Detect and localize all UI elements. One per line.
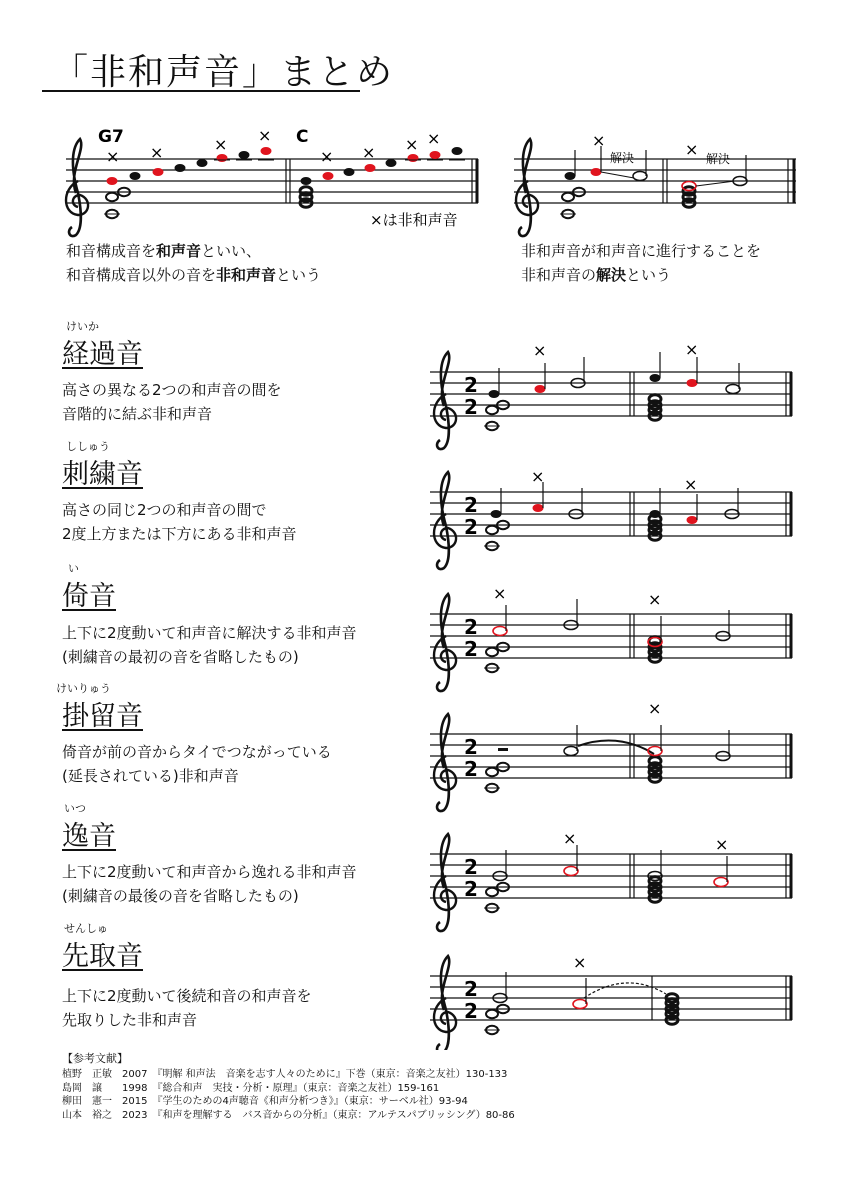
reference-item: 島岡 譲 1998 『総合和声 実技・分析・原理』（東京：音楽之友社）159-161 [62, 1082, 440, 1094]
non-chord-mark: × [592, 131, 606, 150]
svg-text:2: 2 [464, 515, 478, 539]
section-title-escape-tone: 逸音 [62, 821, 116, 852]
section-ruby: いつ [64, 802, 86, 815]
example-escape-tone [430, 829, 792, 931]
example-appoggiatura [430, 584, 792, 691]
svg-text:×: × [563, 829, 577, 848]
svg-text:×: × [715, 835, 729, 854]
svg-text:×: × [531, 467, 545, 486]
svg-text:×: × [573, 953, 587, 972]
intro-right-text: 非和声音が和声音に進行することを 非和声音の解決という [521, 242, 762, 284]
svg-text:×: × [405, 135, 419, 154]
example-passing-tone [430, 340, 792, 449]
svg-text:×: × [320, 147, 334, 166]
section-title-appoggiatura: 倚音 [62, 581, 116, 612]
svg-text:×: × [258, 126, 272, 145]
reference-item: 植野 正敏 2007 『明解 和声法 音楽を志す人々のために』下巻（東京：音楽之友社）130-133 [62, 1069, 508, 1080]
section-music-examples [0, 320, 849, 1050]
example-neighbor-tone [430, 467, 792, 569]
section-ruby: せんしゅ [64, 922, 108, 935]
section-desc: 高さの同じ2つの和声音の間で 2度上方または下方にある非和声音 [62, 501, 297, 543]
svg-text:2: 2 [464, 855, 478, 879]
resolution-label: 解決 [610, 151, 635, 165]
legend-text: ×は非和声音 [370, 211, 458, 229]
svg-text:2: 2 [464, 637, 478, 661]
section-ruby: い [68, 562, 79, 575]
svg-text:2: 2 [464, 999, 478, 1023]
intro-left-text: 和音構成音を和声音といい、 和音構成音以外の音を非和声音という [66, 242, 322, 284]
chord-label-g7: G7 [98, 127, 124, 147]
svg-text:×: × [493, 584, 507, 603]
svg-text:×: × [214, 135, 228, 154]
example-suspension [430, 699, 792, 811]
non-chord-mark: × [685, 140, 699, 159]
svg-text:2: 2 [464, 493, 478, 517]
treble-clef-icon [516, 139, 538, 236]
svg-text:2: 2 [464, 615, 478, 639]
svg-text:2: 2 [464, 757, 478, 781]
example-anticipation [430, 953, 792, 1050]
references-heading: 【参考文献】 [62, 1052, 128, 1065]
svg-text:×: × [648, 590, 662, 609]
section-desc: 上下に2度動いて和声音から逸れる非和声音 (刺繍音の最後の音を省略したもの) [62, 863, 357, 905]
intro-staff-left [66, 159, 478, 203]
reference-item: 柳田 憲一 2015 『学生のための4声聴音《和声分析つき》』（東京：サーベル社）93-94 [62, 1096, 468, 1107]
svg-text:×: × [362, 143, 376, 162]
section-title-neighbor-tone: 刺繍音 [62, 459, 143, 490]
svg-text:2: 2 [464, 395, 478, 419]
resolution-label: 解決 [706, 152, 731, 166]
svg-text:×: × [533, 341, 547, 360]
treble-clef-icon [66, 139, 88, 236]
section-desc: 倚音が前の音からタイでつながっている (延長されている)非和声音 [62, 743, 332, 785]
section-title-suspension: 掛留音 [62, 701, 143, 732]
section-desc: 上下に2度動いて後続和音の和声音を 先取りした非和声音 [62, 987, 312, 1029]
section-title-anticipation: 先取音 [62, 941, 143, 972]
svg-text:2: 2 [464, 877, 478, 901]
section-ruby: けいりゅう [56, 682, 111, 695]
section-desc: 上下に2度動いて和声音に解決する非和声音 (刺繍音の最初の音を省略したもの) [62, 624, 357, 666]
section-ruby: けいか [66, 320, 99, 333]
section-desc: 高さの異なる2つの和声音の間を 音階的に結ぶ非和声音 [62, 381, 282, 423]
chord-label-c: C [296, 127, 309, 147]
g7-scale-notes [104, 147, 274, 218]
svg-text:×: × [150, 143, 164, 162]
svg-text:2: 2 [464, 735, 478, 759]
page-title: 「非和声音」まとめ [52, 52, 395, 93]
svg-text:2: 2 [464, 373, 478, 397]
section-title-passing-tone: 経過音 [62, 339, 143, 370]
svg-text:×: × [427, 129, 441, 148]
intro-staff-right [514, 159, 796, 203]
references-list [62, 1068, 515, 1122]
svg-text:×: × [648, 699, 662, 718]
svg-text:2: 2 [464, 977, 478, 1001]
svg-text:×: × [106, 147, 120, 166]
svg-text:×: × [684, 475, 698, 494]
section-ruby: ししゅう [66, 440, 110, 453]
reference-item: 山本 裕之 2023 『和声を理解する バス音からの分析』（東京：アルテスパブリッシング）80-86 [62, 1109, 515, 1121]
svg-text:×: × [685, 340, 699, 359]
